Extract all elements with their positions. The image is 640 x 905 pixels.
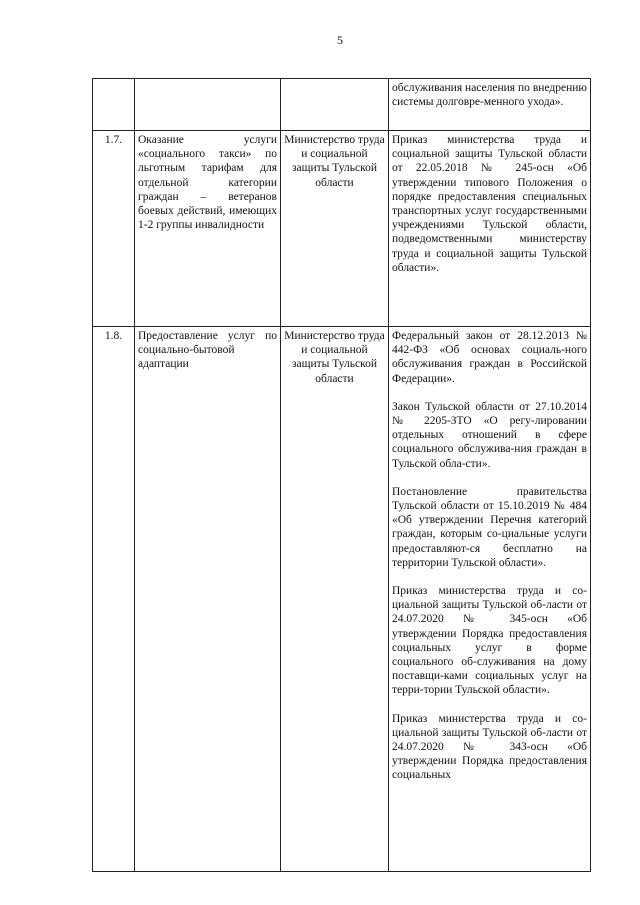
service-name-cell bbox=[135, 79, 281, 131]
legal-document: Закон Тульской области от 27.10.2014 № 2205-ЗТО «О регу-лировании отдельных отношений в сфере социального обслужива-ния граждан в Тульской обла-сти». bbox=[392, 400, 587, 470]
legal-document: Приказ министерства труда и со-циальной защиты Тульской об-ласти от 24.07.2020 № 343-осн «Об утверждении Порядка предоставления социальных bbox=[392, 712, 587, 782]
table-row bbox=[93, 327, 591, 872]
organization-cell: Министерство труда и социальной защиты Тульской области bbox=[281, 327, 389, 872]
legal-documents-cell bbox=[389, 131, 591, 327]
legal-document: Постановление правительства Тульской области от 15.10.2019 № 484 «Об утверждении Перечня категорий граждан, которым со-циальные услуги предоставляют-ся бесплатно на территории Тульской области». bbox=[392, 485, 587, 569]
organization-cell bbox=[281, 79, 389, 131]
row-number-cell: 1.7. bbox=[93, 131, 135, 327]
legal-document: Приказ министерства труда и социальной защиты Тульской области от 22.05.2018 № 245-осн «Об утверждении типового Положения о порядке предоставления специальных транспортных услуг государственными учреждениями Тульской области, подведомственными министерству труда и социальной защиты Тульской области». bbox=[392, 134, 587, 274]
legal-document: обслуживания населения по внедрению системы долговре-менного ухода». bbox=[392, 82, 587, 109]
legal-document: Федеральный закон от 28.12.2013 № 442-ФЗ «Об основах социаль-ного обслуживания граждан в Российской Федерации». bbox=[392, 330, 587, 385]
table-row bbox=[93, 131, 591, 327]
table-row bbox=[93, 79, 591, 131]
legal-document: Приказ министерства труда и со-циальной защиты Тульской об-ласти от 24.07.2020 № 345-осн «Об утверждении Порядка предоставления социальных услуг в форме социального об-служивания на дому поставщи-ками социальных услуг на терри-тории Тульской области». bbox=[392, 585, 587, 697]
page-number: 5 bbox=[337, 33, 343, 47]
service-name-cell: Предоставление услуг по социально-бытовой адаптации bbox=[135, 327, 281, 872]
row-number-cell bbox=[93, 79, 135, 131]
row-number-cell: 1.8. bbox=[93, 327, 135, 872]
legal-documents-cell bbox=[389, 327, 591, 872]
legal-documents-cell bbox=[389, 79, 591, 131]
organization-cell: Министерство труда и социальной защиты Тульской области bbox=[281, 131, 389, 327]
service-name-cell: Оказание услуги «социального такси» по льготным тарифам для отдельной категории граждан – ветеранов боевых действий, имеющих 1-2 группы инвалидности bbox=[135, 131, 281, 327]
services-table bbox=[92, 78, 591, 872]
